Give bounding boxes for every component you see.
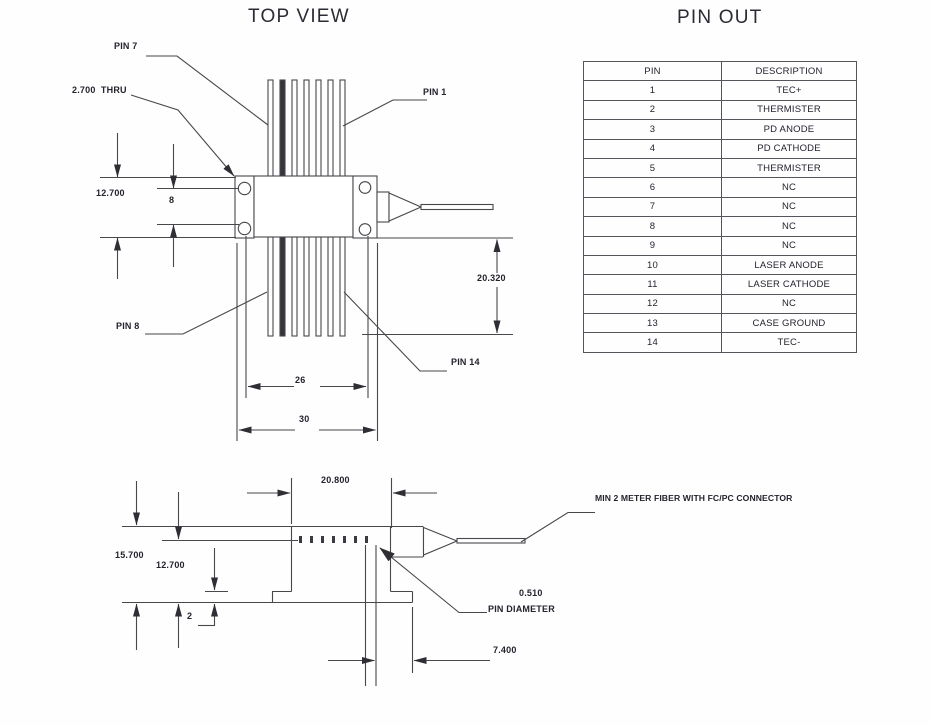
side-view-drawing [122,475,595,686]
description-cell: PD CATHODE [722,139,857,158]
pin-cell: 7 [584,197,722,216]
table-row [584,275,857,294]
pin-cell: 1 [584,81,722,100]
description-cell: THERMISTER [722,100,857,119]
pin-4-lead [304,80,309,177]
dim-flange-width: 30 [296,415,312,425]
pin7-callout: PIN 7 [114,41,138,51]
pin-3-lead [316,80,321,177]
fiber-boot [377,192,389,222]
pin-9-lead [280,237,285,336]
pin-diameter-callout: PIN DIAMETER [488,604,555,614]
table-row [584,294,857,313]
side-fiber-cone [424,528,458,556]
pin14-leader [344,292,447,371]
pin-6-lead [280,80,285,177]
pin-cell: 3 [584,120,722,139]
top-view-pins-upper [268,80,345,177]
table-row [584,158,857,177]
dim-pin-span: 8 [169,195,175,205]
pin-7-lead [268,80,273,177]
pin-cell: 12 [584,294,722,313]
pin-cell: 5 [584,158,722,177]
pin-cell: 4 [584,139,722,158]
pin1-leader [343,100,427,126]
description-column-header: DESCRIPTION [722,62,857,81]
description-cell: NC [722,217,857,236]
fiber-pigtail [421,205,493,210]
pin14-callout: PIN 14 [451,357,480,367]
top-view-pins-lower [268,237,345,336]
pin8-callout: PIN 8 [116,321,140,331]
table-row [584,197,857,216]
description-cell: PD ANODE [722,120,857,139]
description-cell: TEC+ [722,81,857,100]
dim-overall-height: 15.700 [115,550,144,560]
top-view-title: TOP VIEW [248,6,350,27]
dim-body-height: 12.700 [96,188,125,198]
table-row [584,236,857,255]
fiber-note-leader [521,513,595,543]
dim-pin-length: 20.320 [474,274,509,284]
pin-cell: 13 [584,314,722,333]
description-cell: CASE GROUND [722,314,857,333]
package-body [254,176,353,237]
pin-out-title: PIN OUT [677,7,763,28]
pin7-leader [146,56,268,125]
pin8-leader [145,292,267,334]
table-row [584,139,857,158]
pin-5-lead [292,80,297,177]
mount-hole-bottom-left [238,222,250,234]
table-row [584,120,857,139]
mount-hole-top-right [359,182,371,194]
table-row [584,333,857,353]
dim-pin-diameter-value: 0.510 [519,588,543,598]
pin-2-lead [328,80,333,177]
table-row [584,178,857,197]
pin-cell: 14 [584,333,722,353]
pin-14-lead [340,237,345,336]
pin-cell: 2 [584,100,722,119]
side-view-pin-ends [299,536,368,543]
dim-pin-offset: 7.400 [493,645,517,655]
pin1-callout: PIN 1 [423,87,447,97]
dim-body-length: 20.800 [321,475,350,485]
fiber-note: MIN 2 METER FIBER WITH FC/PC CONNECTOR [595,493,793,503]
side-fiber-pigtail [457,539,525,544]
table-row [584,217,857,236]
pin-cell: 9 [584,236,722,255]
pin-11-lead [304,237,309,336]
description-cell: NC [722,178,857,197]
dim-base-thickness: 2 [187,611,193,621]
table-row [584,255,857,274]
pin-column-header: PIN [584,62,722,81]
pin-out-table [583,61,857,353]
fiber-cone [389,193,421,221]
dim-hole-spacing: 26 [292,376,308,386]
description-cell: TEC- [722,333,857,353]
table-header-row [584,62,857,81]
table-row [584,100,857,119]
description-cell: LASER CATHODE [722,275,857,294]
pin-1-lead [340,80,345,177]
table-row [584,314,857,333]
pin-cell: 6 [584,178,722,197]
pin-cell: 10 [584,255,722,274]
description-cell: NC [722,197,857,216]
pin-10-lead [292,237,297,336]
thru-hole-callout: 2.700 THRU [72,85,127,95]
mount-hole-top-left [238,182,250,194]
pin-cell: 8 [584,217,722,236]
description-cell: LASER ANODE [722,255,857,274]
table-row [584,81,857,100]
dim-pin-height: 12.700 [156,560,185,570]
description-cell: NC [722,236,857,255]
pin-cell: 11 [584,275,722,294]
mount-hole-bottom-right [359,224,371,236]
description-cell: THERMISTER [722,158,857,177]
pin-8-lead [268,237,273,336]
pin-13-lead [328,237,333,336]
description-cell: NC [722,294,857,313]
pin-12-lead [316,237,321,336]
thru-hole-leader [131,95,234,176]
